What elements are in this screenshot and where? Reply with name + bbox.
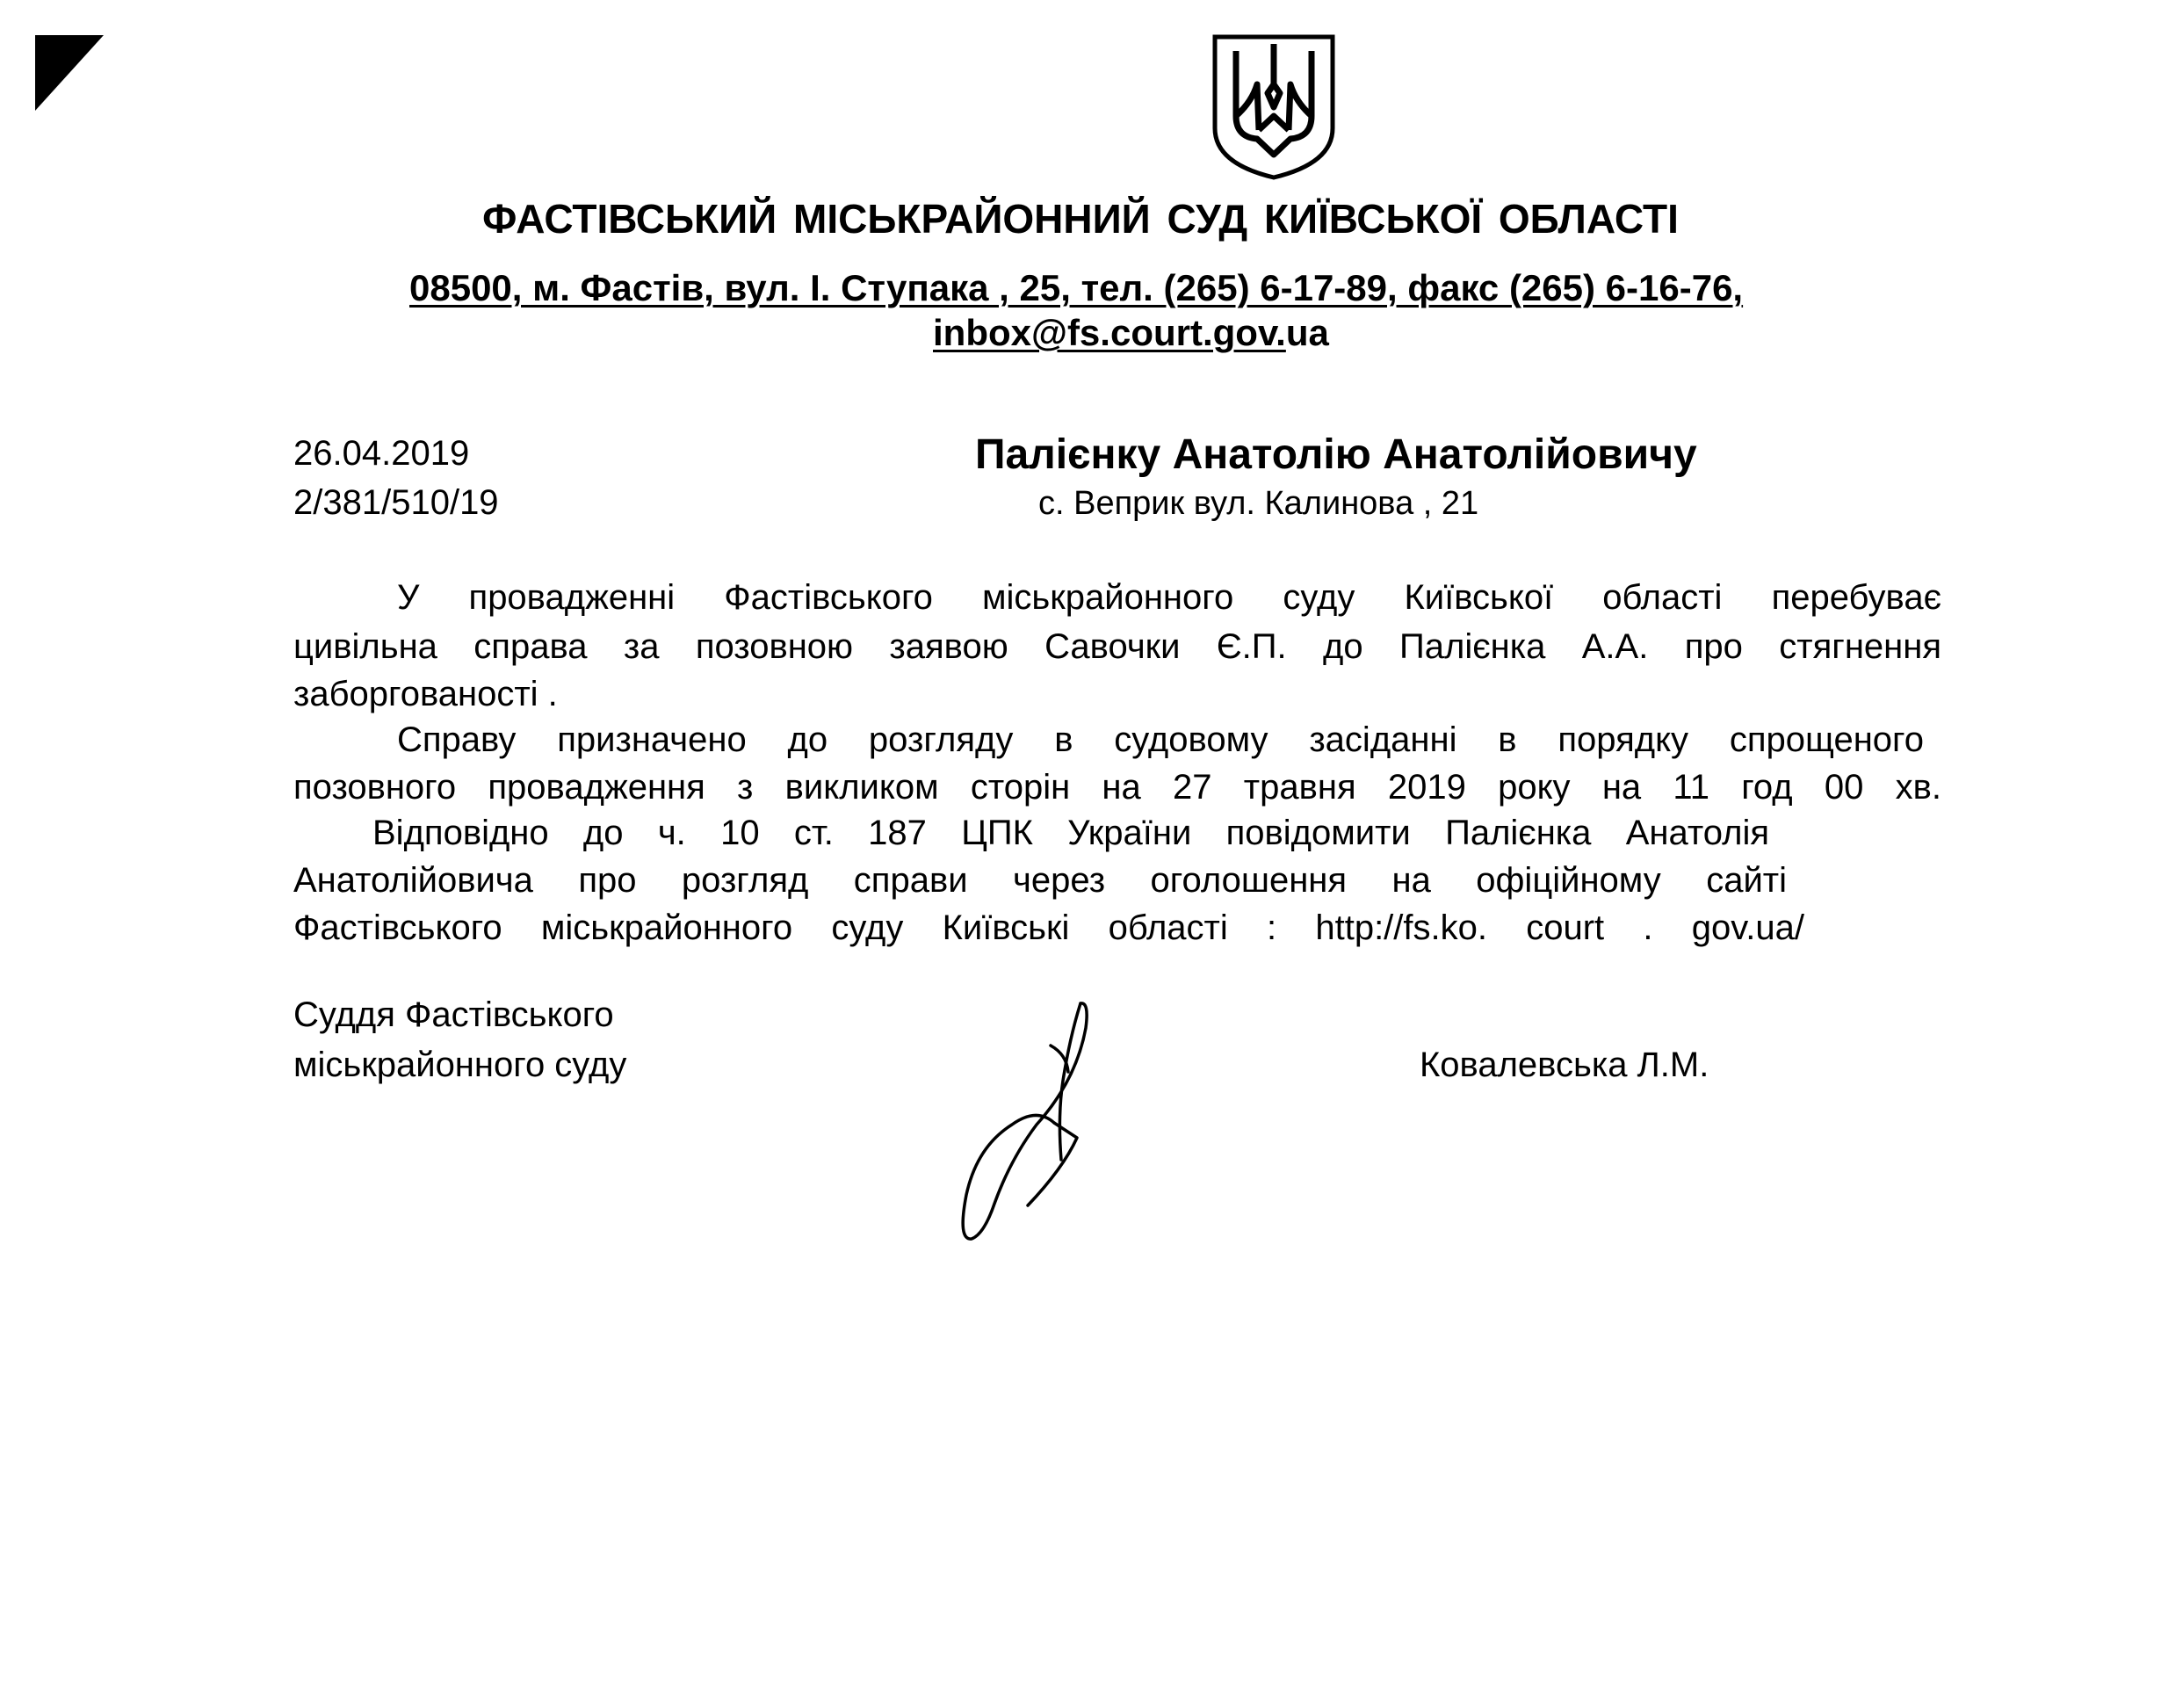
letter-number: 2/381/510/19 <box>293 483 499 522</box>
court-address: 08500, м. Фастів, вул. І. Ступака , 25, тел. (265) 6-17-89, факс (265) 6-16-76, <box>409 267 1744 308</box>
body-p3-line2: Анатолійовича про розгляд справи через оголошення на офіційному сайті <box>293 861 1787 900</box>
corner-mark-icon <box>35 35 105 119</box>
court-email <box>933 312 1329 354</box>
court-name: ФАСТІВСЬКИЙ МІСЬКРАЙОННИЙ СУД КИЇВСЬКОЇ ОБЛАСТІ <box>482 196 1679 242</box>
recipient-address: с. Веприк вул. Калинова , 21 <box>1038 485 1479 522</box>
body-p2-line2: позовного провадження з викликом сторін на 27 травня 2019 року на 11 год 00 хв. <box>293 768 1941 807</box>
court-email-link[interactable]: inbox@fs.court.gov. <box>933 312 1286 353</box>
letter-date: 26.04.2019 <box>293 434 470 473</box>
judge-title-line2: міськрайонного суду <box>293 1046 627 1084</box>
body-p2-line1: Справу призначено до розгляду в судовому засіданні в порядку спрощеного <box>397 720 1924 759</box>
body-p1-line1: У провадженні Фастівського міськрайонного суду Київської області перебуває <box>397 578 1941 617</box>
body-p1-line3: заборгованості . <box>293 675 558 713</box>
ukraine-trident-coat-of-arms-icon <box>1208 32 1340 185</box>
body-p1-line2: цивільна справа за позовною заявою Савочки Є.П. до Палієнка А.А. про стягнення <box>293 627 1941 666</box>
judge-title-line1: Суддя Фастівського <box>293 995 614 1034</box>
recipient-name: Палієнку Анатолію Анатолійовичу <box>975 431 1697 478</box>
body-p3-line3: Фастівського міськрайонного суду Київські області : http://fs.ko. court . gov.ua/ <box>293 908 1804 947</box>
court-email-tail: ua <box>1285 312 1329 353</box>
body-p3-line1: Відповідно до ч. 10 ст. 187 ЦПК України повідомити Палієнка Анатолія <box>372 814 1769 852</box>
handwritten-signature <box>914 984 1107 1252</box>
judge-name: Ковалевська Л.М. <box>1420 1046 1709 1084</box>
